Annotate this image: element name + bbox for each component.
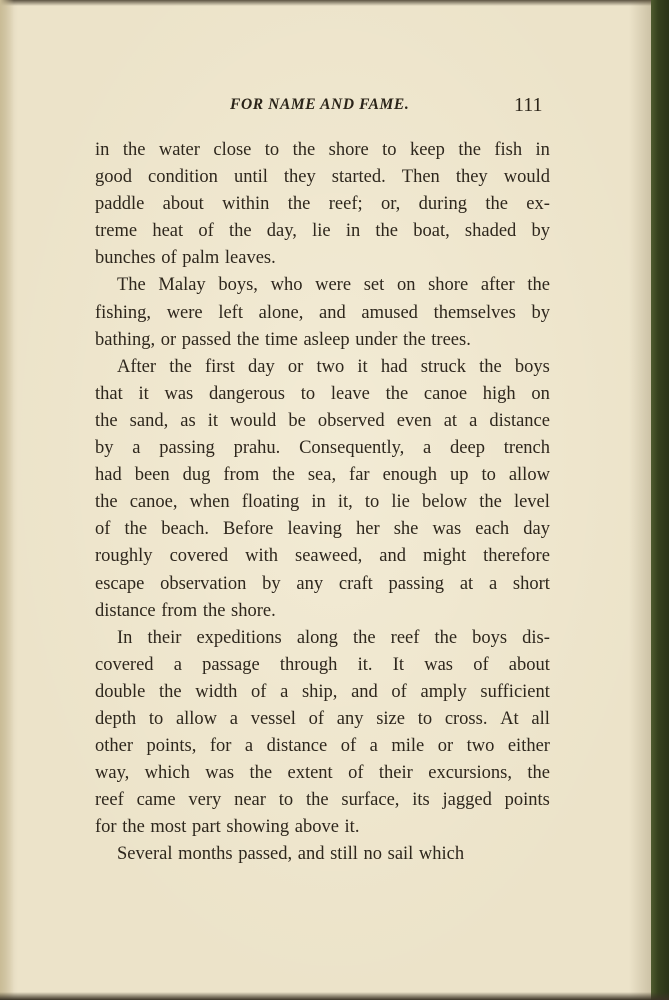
word: heat — [152, 221, 184, 242]
word: her — [355, 519, 380, 540]
word: to — [278, 790, 294, 811]
word: were — [315, 275, 352, 296]
text-line: Several months passed, and still no sail which — [117, 844, 465, 865]
word: boys — [514, 356, 550, 377]
text-line — [95, 191, 550, 218]
page-number: 111 — [514, 94, 543, 116]
word: the — [458, 140, 481, 160]
word: the — [305, 790, 329, 811]
word: they — [455, 167, 488, 188]
word: vessel — [250, 708, 296, 729]
word: a — [229, 708, 238, 729]
word: or — [287, 356, 304, 377]
word: or — [437, 736, 454, 757]
word: their — [378, 763, 413, 784]
word: a — [369, 736, 378, 757]
word: level — [513, 492, 550, 513]
text-line — [95, 218, 550, 245]
word: passage — [202, 654, 260, 675]
word: it. — [357, 654, 373, 675]
text-line — [95, 625, 550, 652]
word: Before — [223, 519, 274, 540]
word: was — [424, 654, 453, 675]
text-line — [95, 733, 550, 760]
text-line — [95, 679, 550, 706]
word: by — [531, 221, 550, 242]
word: its — [412, 790, 430, 811]
word: close — [213, 140, 252, 160]
word: enough — [382, 465, 438, 486]
word: the — [95, 410, 118, 431]
word: lie — [391, 492, 410, 513]
word: the — [159, 681, 182, 702]
word: paddle — [95, 194, 145, 215]
word: shore — [428, 275, 469, 296]
word: water — [158, 140, 200, 160]
word: The — [117, 275, 146, 296]
word: the — [95, 492, 118, 513]
word: sea, — [307, 465, 337, 486]
word: amply — [420, 681, 467, 702]
word: therefore — [483, 546, 550, 567]
word: were — [166, 302, 203, 323]
word: near — [234, 790, 266, 811]
word: points — [504, 790, 550, 811]
word: floating — [241, 492, 300, 513]
text-line — [95, 489, 550, 516]
word: their — [147, 627, 182, 648]
word: prahu. — [233, 438, 281, 459]
word: with — [245, 546, 278, 567]
word: Consequently, — [299, 438, 405, 459]
word: on — [531, 383, 550, 404]
word: which — [144, 763, 190, 784]
word: a — [132, 438, 141, 459]
word: two — [316, 356, 345, 377]
text-line — [95, 435, 550, 462]
word: surface, — [341, 790, 400, 811]
word: and — [379, 546, 406, 567]
word: be — [288, 410, 306, 431]
word: allow — [175, 708, 218, 729]
word: reef; — [328, 194, 363, 215]
text-line — [95, 300, 550, 327]
word: to — [382, 140, 397, 160]
word: was — [432, 519, 462, 540]
word: had — [380, 356, 408, 377]
word: to — [148, 708, 164, 729]
word: dis- — [522, 627, 550, 648]
word: the — [272, 465, 295, 486]
word: size — [376, 708, 405, 729]
book-cover-edge — [651, 0, 669, 1000]
text-line — [95, 652, 550, 679]
word: day, — [266, 221, 297, 242]
text-line — [95, 706, 550, 733]
word: depth — [95, 708, 137, 729]
word: Malay — [158, 275, 206, 296]
word: craft — [338, 573, 373, 594]
word: the — [249, 763, 273, 784]
word: day — [247, 356, 275, 377]
word: a — [173, 654, 182, 675]
word: mile — [391, 736, 425, 757]
word: of — [251, 681, 267, 702]
word: started. — [331, 167, 386, 188]
word: alone, — [258, 302, 304, 323]
word: sufficient — [480, 681, 550, 702]
word: shore — [328, 140, 369, 160]
word: distance — [266, 736, 328, 757]
word: high — [482, 383, 516, 404]
word: keep — [409, 140, 445, 160]
body-text — [95, 137, 550, 869]
word: from — [223, 465, 260, 486]
word: through — [279, 654, 338, 675]
word: either — [507, 736, 550, 757]
word: the — [228, 221, 252, 242]
text-line: bunches of palm leaves. — [95, 248, 276, 269]
word: covered — [169, 546, 229, 567]
word: deep — [450, 438, 485, 459]
word: to — [264, 140, 280, 160]
word: in — [311, 492, 326, 513]
word: the — [385, 383, 409, 404]
text-line — [95, 354, 550, 381]
word: of — [308, 708, 325, 729]
word: double — [95, 681, 146, 702]
word: the — [124, 519, 148, 540]
word: excursions, — [428, 763, 512, 784]
word: the — [169, 356, 192, 377]
word: the — [292, 140, 316, 160]
word: that — [95, 383, 123, 404]
word: set — [363, 275, 385, 296]
word: good — [95, 167, 132, 188]
word: or, — [381, 194, 401, 215]
word: of — [95, 519, 111, 540]
word: It — [392, 654, 405, 675]
word: observation — [160, 573, 247, 594]
word: along — [296, 627, 338, 648]
word: extent — [287, 763, 333, 784]
word: until — [233, 167, 268, 188]
word: canoe, — [129, 492, 178, 513]
word: lie — [312, 221, 331, 242]
word: of — [340, 736, 357, 757]
word: of — [391, 681, 407, 702]
word: amused — [361, 302, 418, 323]
text-line: for the most part showing above it. — [95, 817, 360, 838]
text-line: distance from the shore. — [95, 600, 276, 621]
word: reef — [390, 627, 420, 648]
word: for — [209, 736, 232, 757]
word: After — [117, 356, 157, 377]
word: on — [396, 275, 416, 296]
text-line — [95, 760, 550, 787]
word: even — [396, 410, 432, 431]
word: by — [531, 302, 550, 323]
word: up — [450, 465, 469, 486]
text-line — [95, 164, 550, 191]
word: who — [270, 275, 303, 296]
word: distance — [489, 410, 550, 431]
word: expeditions — [196, 627, 282, 648]
word: about — [162, 194, 204, 215]
word: dangerous — [208, 383, 286, 404]
word: passing — [159, 438, 215, 459]
word: all — [531, 708, 550, 729]
word: short — [512, 573, 550, 594]
word: would — [230, 410, 277, 431]
word: points, — [146, 736, 197, 757]
word: Then — [401, 167, 440, 188]
word: a — [488, 573, 498, 594]
word: the — [352, 627, 376, 648]
word: was — [205, 763, 235, 784]
word: and — [319, 302, 346, 323]
text-line — [95, 381, 550, 408]
word: within — [222, 194, 270, 215]
word: a — [280, 681, 289, 702]
word: the — [485, 194, 508, 215]
word: trench — [503, 438, 550, 459]
word: would — [503, 167, 550, 188]
text-line — [95, 516, 550, 543]
word: to — [417, 708, 433, 729]
word: In — [117, 627, 133, 648]
word: the — [375, 221, 399, 242]
word: very — [188, 790, 222, 811]
word: after — [480, 275, 515, 296]
word: boat, — [413, 221, 450, 242]
page-edge-shadow — [629, 0, 651, 1000]
word: two — [466, 736, 495, 757]
word: a — [469, 410, 478, 431]
word: a — [244, 736, 254, 757]
word: to — [364, 492, 380, 513]
running-head: FOR NAME AND FAME. — [230, 96, 410, 113]
word: to — [481, 465, 496, 486]
word: about — [508, 654, 550, 675]
word: by — [95, 438, 114, 459]
word: the — [434, 627, 458, 648]
word: they — [283, 167, 316, 188]
word: she — [393, 519, 419, 540]
word: during — [418, 194, 467, 215]
top-shadow — [0, 0, 669, 6]
word: had — [95, 465, 122, 486]
word: might — [423, 546, 467, 567]
text-line — [95, 543, 550, 570]
word: dug — [182, 465, 211, 486]
word: way, — [95, 763, 130, 784]
word: a — [423, 438, 432, 459]
word: fishing, — [95, 302, 152, 323]
word: was — [164, 383, 194, 404]
word: width — [195, 681, 238, 702]
word: ship, — [301, 681, 338, 702]
word: condition — [148, 167, 218, 188]
word: in — [535, 140, 550, 160]
page-gutter — [0, 0, 14, 1000]
word: left — [218, 302, 243, 323]
word: other — [95, 736, 134, 757]
word: any — [296, 573, 324, 594]
word: ex- — [526, 194, 550, 215]
word: and — [351, 681, 378, 702]
word: leaving — [287, 519, 342, 540]
word: struck — [420, 356, 466, 377]
word: At — [500, 708, 519, 729]
text-line — [95, 272, 550, 299]
word: the — [287, 194, 311, 215]
word: to — [300, 383, 316, 404]
word: sand, — [129, 410, 169, 431]
word: the — [122, 140, 146, 160]
text-line — [95, 137, 550, 164]
word: reef — [95, 790, 124, 811]
word: by — [262, 573, 281, 594]
word: each — [475, 519, 510, 540]
word: below — [421, 492, 468, 513]
text-line — [95, 787, 550, 814]
word: in — [345, 221, 361, 242]
word: far — [349, 465, 370, 486]
word: came — [136, 790, 176, 811]
word: any — [336, 708, 364, 729]
word: when — [189, 492, 230, 513]
word: the — [527, 763, 550, 784]
word: first — [205, 356, 235, 377]
word: in — [95, 140, 110, 160]
word: observed — [317, 410, 385, 431]
word: leave — [330, 383, 370, 404]
word: the — [527, 275, 550, 296]
word: day — [523, 519, 550, 540]
word: roughly — [95, 546, 153, 567]
word: passing — [388, 573, 445, 594]
text-line — [95, 462, 550, 489]
word: it — [207, 410, 218, 431]
word: boys — [472, 627, 508, 648]
text-line: bathing, or passed the time asleep under the trees. — [95, 329, 471, 350]
word: cross. — [444, 708, 488, 729]
word: the — [479, 356, 502, 377]
word: boys, — [218, 275, 258, 296]
word: of — [473, 654, 489, 675]
word: at — [443, 410, 458, 431]
word: themselves — [433, 302, 516, 323]
word: canoe — [423, 383, 468, 404]
word: of — [198, 221, 214, 242]
word: jagged — [442, 790, 492, 811]
word: as — [180, 410, 196, 431]
word: it — [138, 383, 149, 404]
word: treme — [95, 221, 138, 242]
word: at — [459, 573, 474, 594]
word: escape — [95, 573, 145, 594]
text-line — [95, 571, 550, 598]
word: allow — [508, 465, 550, 486]
word: seaweed, — [295, 546, 363, 567]
word: been — [134, 465, 170, 486]
word: shaded — [464, 221, 517, 242]
word: the — [479, 492, 502, 513]
word: it, — [337, 492, 353, 513]
word: it — [357, 356, 368, 377]
text-line — [95, 408, 550, 435]
bottom-shadow — [0, 992, 669, 1000]
word: fish — [494, 140, 523, 160]
word: covered — [95, 654, 154, 675]
word: beach. — [161, 519, 209, 540]
word: of — [348, 763, 364, 784]
